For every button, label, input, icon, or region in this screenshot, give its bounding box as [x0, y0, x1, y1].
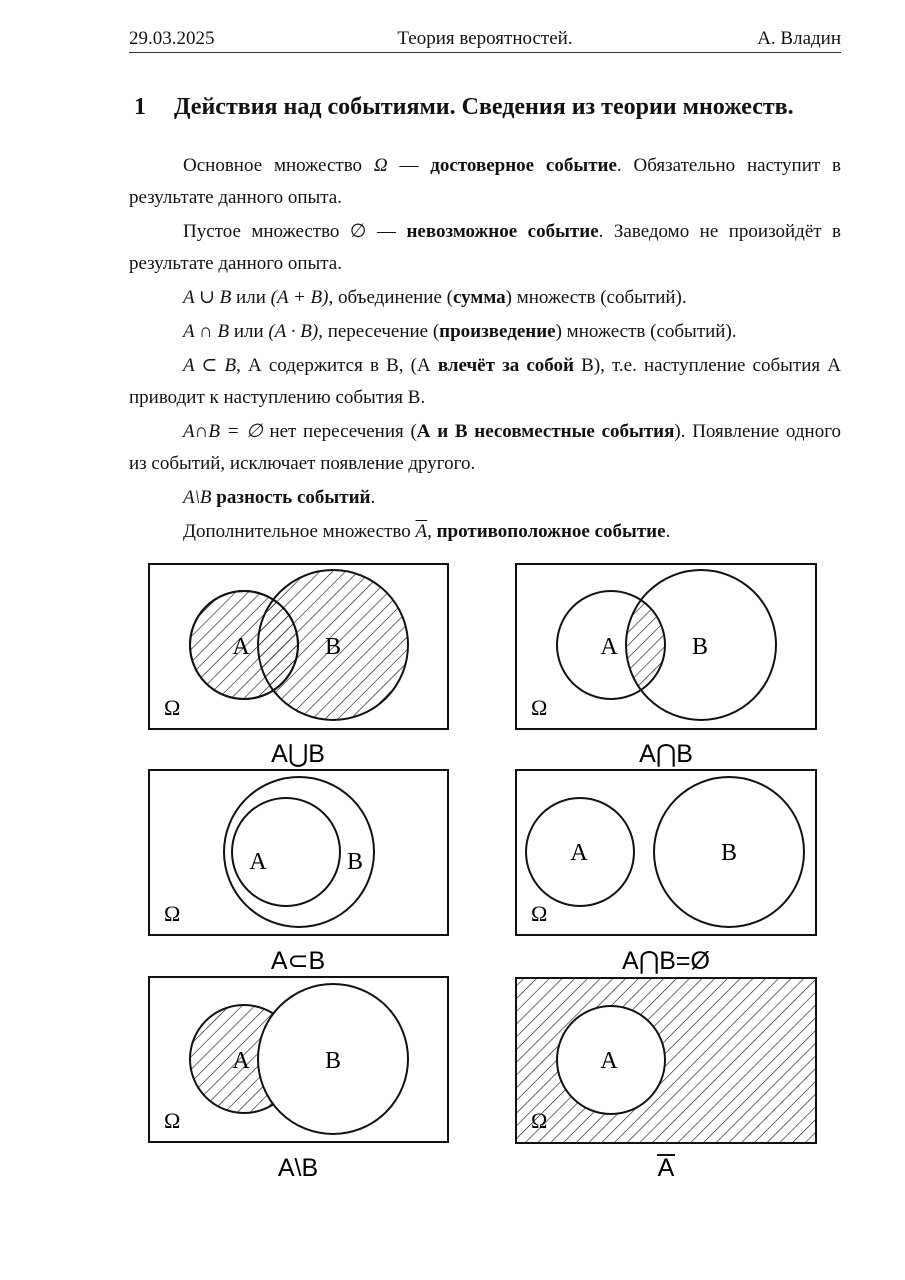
- term-disjoint: А и В несовместные события: [416, 421, 675, 442]
- universe-rect: [516, 564, 816, 729]
- venn-subset: [149, 770, 448, 935]
- math-product: (A · B): [268, 321, 319, 342]
- label-a: A: [249, 849, 267, 875]
- math-sum: (A + B): [270, 287, 329, 308]
- math-union: A ∪ B: [183, 287, 232, 308]
- term-difference: разность событий: [216, 487, 371, 508]
- text: .: [370, 487, 376, 508]
- label-omega: Ω: [164, 1108, 181, 1133]
- header-title: Теория вероятностей.: [397, 28, 573, 49]
- text: или: [231, 287, 271, 308]
- label-omega: Ω: [531, 695, 548, 720]
- set-a-circle: [232, 798, 340, 906]
- caption-intersection: A⋂B: [639, 740, 693, 768]
- math-complement: $\overline{A}$: [415, 521, 428, 542]
- term-opposite-event: противоположное событие: [436, 521, 666, 542]
- text: —: [387, 155, 431, 176]
- caption-difference: A\B: [277, 1154, 319, 1182]
- venn-union: [149, 564, 448, 729]
- label-omega: Ω: [164, 901, 181, 926]
- text: ) множеств (событий).: [555, 321, 737, 342]
- text: —: [366, 221, 407, 242]
- text: . Заведомо не произойдёт в результате данного опыта.: [129, 221, 842, 274]
- text: Дополнительное множество: [183, 521, 416, 542]
- header-date: 29.03.2025: [129, 28, 215, 49]
- label-b: B: [691, 634, 709, 660]
- label-b: B: [346, 849, 364, 875]
- math-empty-set: ∅: [349, 221, 367, 242]
- text: , пересечение (: [318, 321, 440, 342]
- math-intersection: A ∩ B: [183, 321, 230, 342]
- label-a: A: [570, 840, 588, 866]
- term-implies: влечёт за собой: [437, 355, 574, 376]
- text: Пустое множество: [183, 221, 350, 242]
- term-certain-event: достоверное событие: [430, 155, 617, 176]
- header-author: А. Владин: [757, 28, 841, 49]
- caption-union: A⋃B: [271, 740, 325, 768]
- venn-intersection: [516, 564, 816, 729]
- text: Основное множество: [183, 155, 374, 176]
- text: ). Появление одного из событий, исключает появление другого.: [129, 421, 842, 474]
- venn-disjoint: [516, 770, 816, 935]
- text: или: [229, 321, 269, 342]
- venn-difference: [149, 977, 448, 1142]
- term-sum: сумма: [452, 287, 506, 308]
- math-subset: A ⊂ B: [183, 355, 237, 376]
- text: .: [665, 521, 671, 542]
- label-b: B: [720, 840, 738, 866]
- label-a: A: [600, 634, 618, 660]
- math-difference: A\B: [183, 487, 212, 508]
- term-product: произведение: [439, 321, 556, 342]
- text: В), т.е. наступление события А приводит к наступлению события В.: [129, 355, 841, 408]
- label-a: A: [232, 1048, 250, 1074]
- universe-rect: [516, 770, 816, 935]
- caption-disjoint: A⋂B=Ø: [622, 947, 710, 975]
- label-omega: Ω: [531, 901, 548, 926]
- caption-subset: A⊂B: [270, 947, 326, 975]
- label-b: B: [324, 634, 342, 660]
- label-a: A: [232, 634, 250, 660]
- math-omega: Ω: [373, 155, 388, 176]
- section-title-text: Действия над событиями. Сведения из теории множеств.: [174, 94, 794, 120]
- label-omega: Ω: [531, 1108, 548, 1133]
- term-impossible-event: невозможное событие: [406, 221, 599, 242]
- text: ) множеств (событий).: [505, 287, 687, 308]
- math-disjoint: A∩B = ∅: [183, 421, 263, 442]
- section-number: 1: [134, 94, 146, 120]
- caption-complement: A: [657, 1154, 675, 1182]
- universe-rect: [149, 770, 448, 935]
- label-a: A: [600, 1048, 618, 1074]
- venn-complement: [516, 978, 816, 1143]
- text: , А содержится в В, (А: [236, 355, 438, 376]
- label-b: B: [324, 1048, 342, 1074]
- text: ,: [427, 521, 437, 542]
- label-omega: Ω: [164, 695, 181, 720]
- text: , объединение (: [328, 287, 453, 308]
- text: нет пересечения (: [262, 421, 417, 442]
- text: . Обязательно наступит в результате данного опыта.: [129, 155, 841, 208]
